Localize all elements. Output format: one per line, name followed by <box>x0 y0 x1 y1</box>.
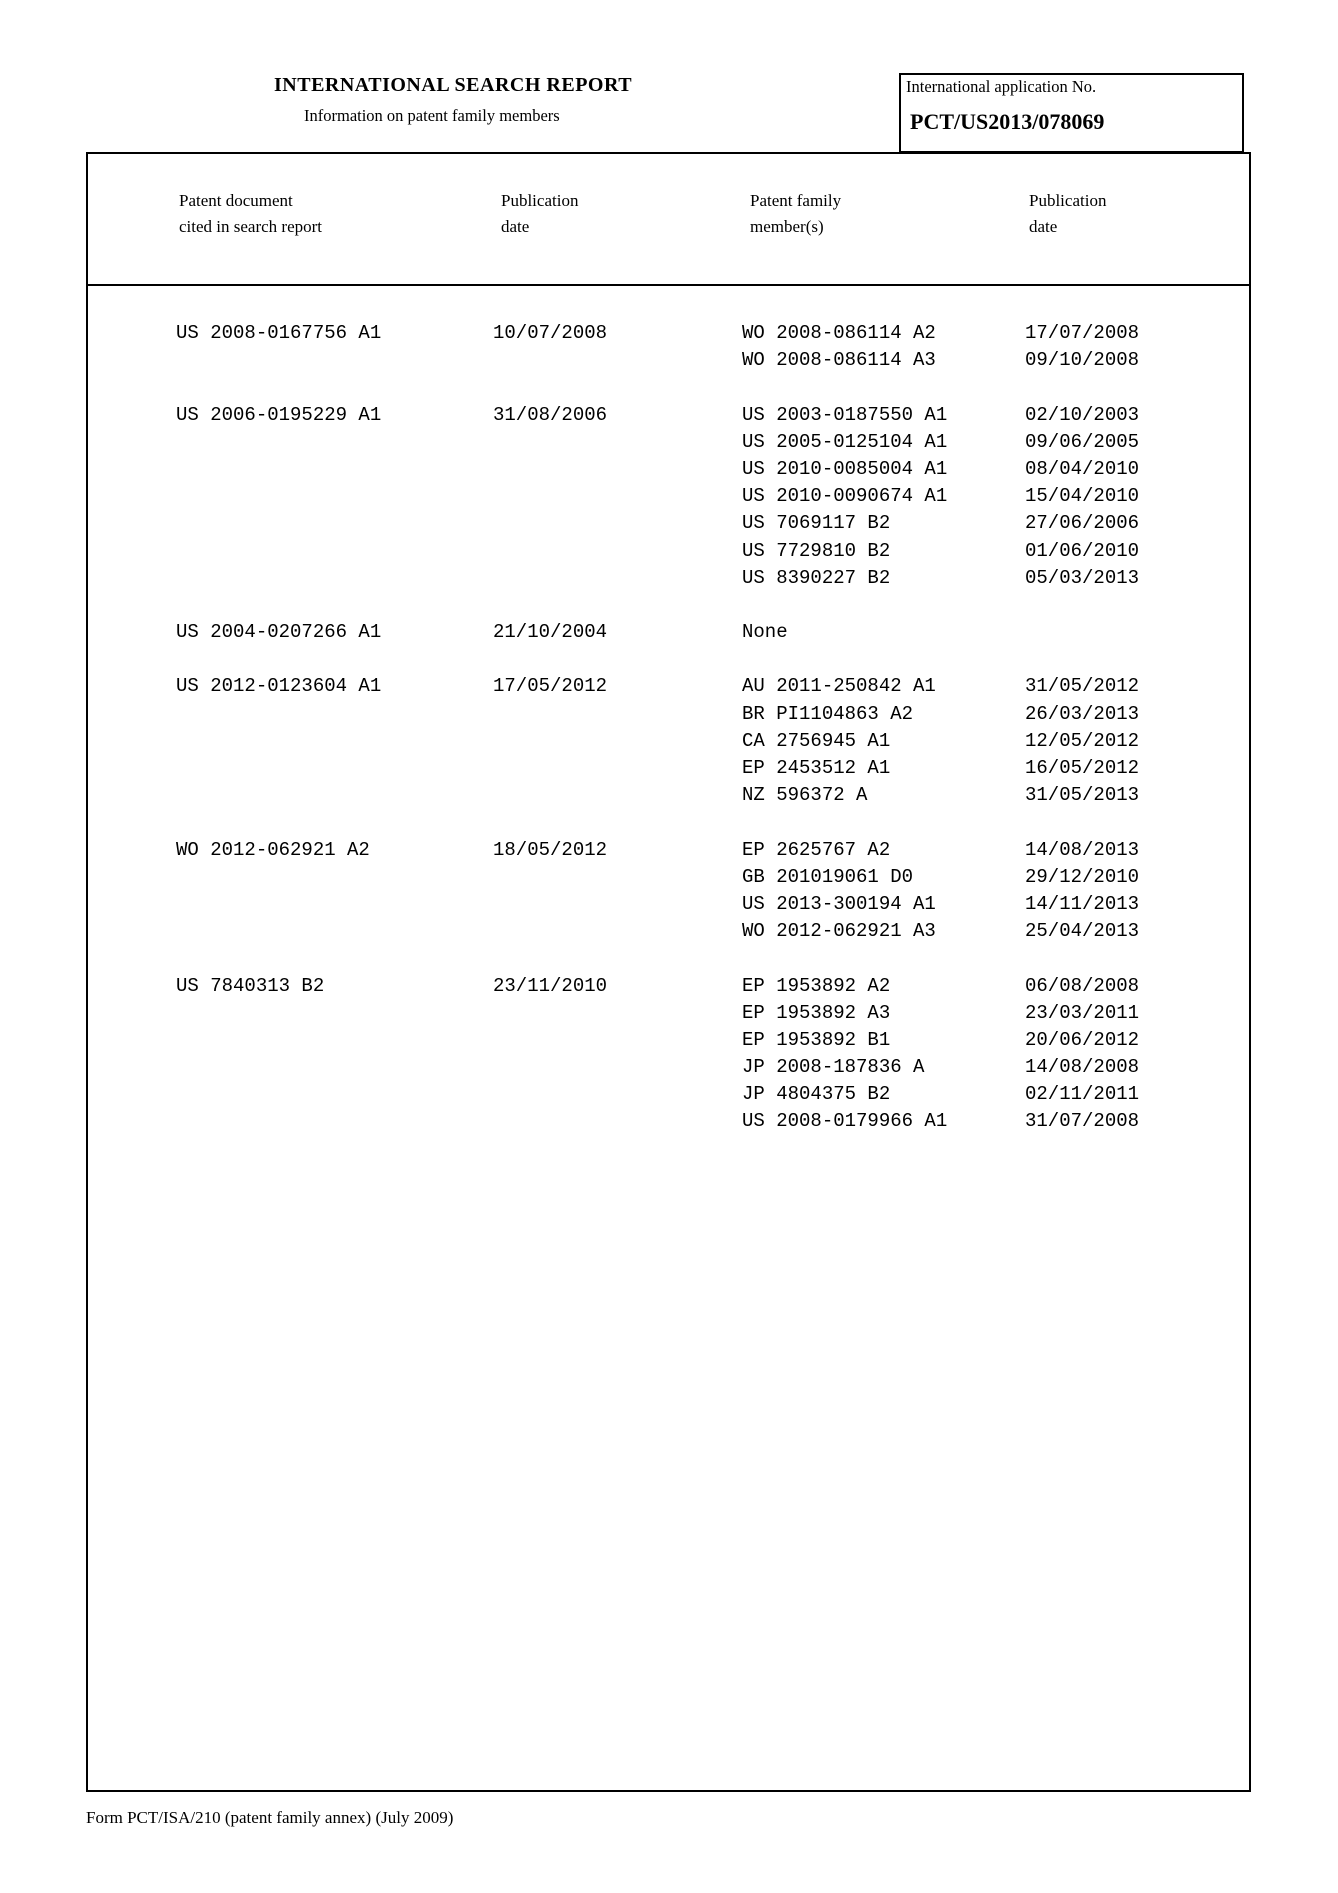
family-member <box>0 1000 1338 1027</box>
column-header-publication-date <box>501 188 578 240</box>
family-member <box>0 728 1338 755</box>
family-member-date: 25/04/2013 <box>1025 918 1139 945</box>
family-member <box>0 673 1338 700</box>
family-member <box>0 1081 1338 1108</box>
cited-document: US 2012-0123604 A1 <box>176 673 381 700</box>
cited-document: US 7840313 B2 <box>176 973 324 1000</box>
header-line: Publication <box>501 188 578 214</box>
family-member-date: 16/05/2012 <box>1025 755 1139 782</box>
family-member-date: 14/11/2013 <box>1025 891 1139 918</box>
table-row <box>0 837 1338 946</box>
family-member <box>0 782 1338 809</box>
report-title: INTERNATIONAL SEARCH REPORT <box>274 74 632 97</box>
cited-publication-date: 23/11/2010 <box>493 973 607 1000</box>
family-member <box>0 565 1338 592</box>
family-member <box>0 510 1338 537</box>
family-member <box>0 456 1338 483</box>
table-row <box>0 673 1338 809</box>
family-member-date: 08/04/2010 <box>1025 456 1139 483</box>
family-member-number: BR PI1104863 A2 <box>742 701 913 728</box>
family-member-number: US 2013-300194 A1 <box>742 891 936 918</box>
cited-document: US 2006-0195229 A1 <box>176 402 381 429</box>
family-member-date: 02/10/2003 <box>1025 402 1139 429</box>
family-member-date: 05/03/2013 <box>1025 565 1139 592</box>
family-member <box>0 1108 1338 1135</box>
family-member-number: US 7729810 B2 <box>742 538 890 565</box>
family-member <box>0 483 1338 510</box>
header-line: Patent document <box>179 188 322 214</box>
application-number-label: International application No. <box>906 77 1096 97</box>
family-member-number: US 2010-0085004 A1 <box>742 456 947 483</box>
family-member-number: US 7069117 B2 <box>742 510 890 537</box>
family-member-date: 15/04/2010 <box>1025 483 1139 510</box>
family-member-date: 01/06/2010 <box>1025 538 1139 565</box>
cited-publication-date: 10/07/2008 <box>493 320 607 347</box>
cited-document: US 2004-0207266 A1 <box>176 619 381 646</box>
family-member-number: AU 2011-250842 A1 <box>742 673 936 700</box>
family-member <box>0 1054 1338 1081</box>
family-member <box>0 837 1338 864</box>
table-row <box>0 320 1338 374</box>
cited-publication-date: 31/08/2006 <box>493 402 607 429</box>
family-member <box>0 755 1338 782</box>
cited-publication-date: 17/05/2012 <box>493 673 607 700</box>
family-member-date: 31/05/2012 <box>1025 673 1139 700</box>
form-name: Form PCT/ISA/210 (patent family annex) <box>86 1808 371 1827</box>
family-member-date: 31/05/2013 <box>1025 782 1139 809</box>
form-footer <box>86 1808 453 1828</box>
table-row <box>0 619 1338 646</box>
family-member <box>0 538 1338 565</box>
family-member <box>0 320 1338 347</box>
family-member <box>0 1027 1338 1054</box>
family-member-date: 12/05/2012 <box>1025 728 1139 755</box>
family-member-date: 26/03/2013 <box>1025 701 1139 728</box>
cited-document: US 2008-0167756 A1 <box>176 320 381 347</box>
family-member-number: EP 1953892 A2 <box>742 973 890 1000</box>
header-line: cited in search report <box>179 214 322 240</box>
header-divider <box>86 284 1251 286</box>
family-member-number: NZ 596372 A <box>742 782 867 809</box>
family-member-date: 23/03/2011 <box>1025 1000 1139 1027</box>
family-member-number: CA 2756945 A1 <box>742 728 890 755</box>
family-member <box>0 347 1338 374</box>
family-member-date: 06/08/2008 <box>1025 973 1139 1000</box>
cited-publication-date: 21/10/2004 <box>493 619 607 646</box>
family-member <box>0 918 1338 945</box>
family-member <box>0 701 1338 728</box>
family-member-number: JP 2008-187836 A <box>742 1054 924 1081</box>
family-member-date: 31/07/2008 <box>1025 1108 1139 1135</box>
family-member <box>0 619 1338 646</box>
family-member <box>0 864 1338 891</box>
report-subtitle: Information on patent family members <box>304 106 560 126</box>
form-date: (July 2009) <box>375 1808 453 1827</box>
family-member-date: 27/06/2006 <box>1025 510 1139 537</box>
family-member-number: US 2008-0179966 A1 <box>742 1108 947 1135</box>
family-member-number: EP 2453512 A1 <box>742 755 890 782</box>
column-header-patent-document <box>179 188 322 240</box>
family-member-number: US 8390227 B2 <box>742 565 890 592</box>
family-member-number: WO 2008-086114 A2 <box>742 320 936 347</box>
family-member-number: EP 2625767 A2 <box>742 837 890 864</box>
family-member <box>0 429 1338 456</box>
column-header-family-date <box>1029 188 1106 240</box>
family-member-date: 14/08/2013 <box>1025 837 1139 864</box>
cited-publication-date: 18/05/2012 <box>493 837 607 864</box>
table-row <box>0 973 1338 1136</box>
family-member-number: WO 2008-086114 A3 <box>742 347 936 374</box>
family-member <box>0 891 1338 918</box>
family-member-date: 20/06/2012 <box>1025 1027 1139 1054</box>
family-member-number: US 2010-0090674 A1 <box>742 483 947 510</box>
family-member-number: US 2005-0125104 A1 <box>742 429 947 456</box>
family-member-date: 02/11/2011 <box>1025 1081 1139 1108</box>
family-member-date: 29/12/2010 <box>1025 864 1139 891</box>
column-header-family-members <box>750 188 841 240</box>
patent-family-annex-page <box>0 0 1338 1893</box>
family-member-date: 09/06/2005 <box>1025 429 1139 456</box>
application-number: PCT/US2013/078069 <box>910 109 1104 135</box>
family-member-date: 09/10/2008 <box>1025 347 1139 374</box>
family-member-number: JP 4804375 B2 <box>742 1081 890 1108</box>
header-line: date <box>501 214 578 240</box>
family-member <box>0 973 1338 1000</box>
header-line: Patent family <box>750 188 841 214</box>
family-member-date: 17/07/2008 <box>1025 320 1139 347</box>
header-line: member(s) <box>750 214 841 240</box>
header-line: Publication <box>1029 188 1106 214</box>
family-member-number: None <box>742 619 788 646</box>
family-member-number: EP 1953892 B1 <box>742 1027 890 1054</box>
cited-document: WO 2012-062921 A2 <box>176 837 370 864</box>
family-member-date: 14/08/2008 <box>1025 1054 1139 1081</box>
family-member-number: US 2003-0187550 A1 <box>742 402 947 429</box>
table-row <box>0 402 1338 592</box>
family-member <box>0 402 1338 429</box>
patent-table-body <box>0 320 1338 1163</box>
family-member-number: WO 2012-062921 A3 <box>742 918 936 945</box>
family-member-number: GB 201019061 D0 <box>742 864 913 891</box>
family-member-number: EP 1953892 A3 <box>742 1000 890 1027</box>
header-line: date <box>1029 214 1106 240</box>
